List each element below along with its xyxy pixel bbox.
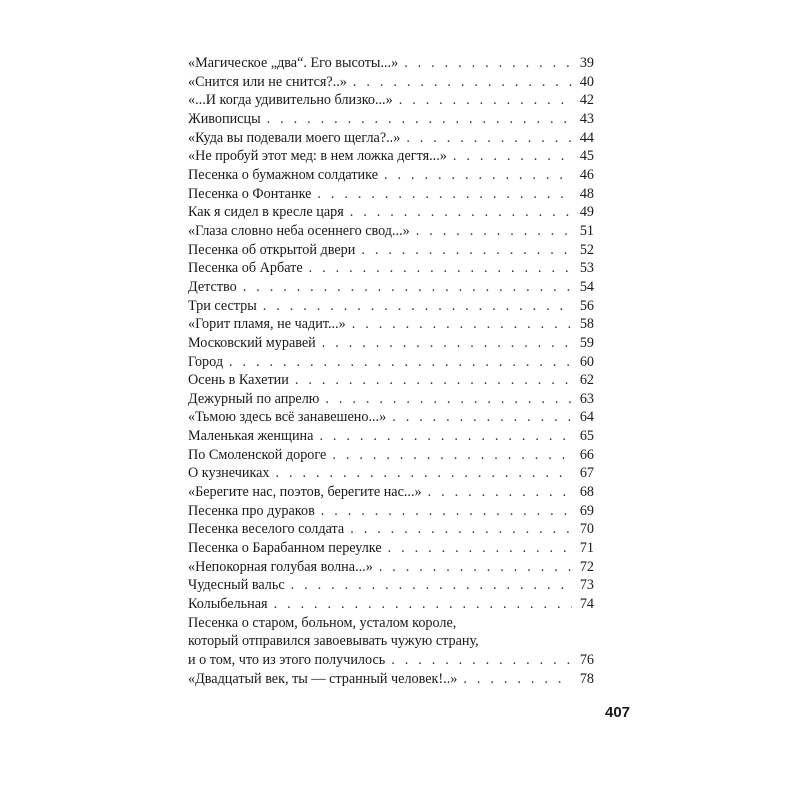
toc-entry-title: Три сестры — [188, 297, 257, 314]
toc-entry-title: Осень в Кахетии — [188, 372, 289, 389]
toc-entry-page: 43 — [579, 110, 594, 127]
toc-leader-dots — [353, 73, 572, 92]
toc-entry-page: 48 — [579, 185, 594, 202]
toc-entry — [188, 595, 594, 614]
toc-entry-title: «Тьмою здесь всё занавешено...» — [188, 409, 387, 426]
toc-entry-title: «Берегите нас, поэтов, берегите нас...» — [188, 484, 422, 501]
toc-entry-page: 70 — [579, 521, 594, 538]
toc-entry-page: 45 — [579, 148, 594, 165]
toc-leader-dots — [276, 464, 572, 483]
toc-leader-dots — [267, 110, 572, 129]
toc-entry-title: Песенка об Арбате — [188, 260, 303, 277]
toc-leader-dots — [309, 259, 572, 278]
toc-entry — [188, 539, 594, 558]
toc-entry — [188, 371, 594, 390]
toc-entry-page: 53 — [579, 260, 594, 277]
toc-entry-title: Песенка о Барабанном переулке — [188, 540, 382, 557]
toc-leader-dots — [274, 595, 572, 614]
toc-entry — [188, 408, 594, 427]
toc-entry — [188, 297, 594, 316]
toc-entry-title: «Снится или не снится?..» — [188, 73, 347, 90]
toc-entry — [188, 185, 594, 204]
toc-entry — [188, 390, 594, 409]
toc-entry-title: По Смоленской дороге — [188, 446, 327, 463]
toc-entry-page: 72 — [579, 558, 594, 575]
toc-leader-dots — [319, 427, 572, 446]
toc-entry-title: Песенка про дураков — [188, 502, 315, 519]
toc-entry — [188, 670, 594, 689]
toc-entry — [188, 353, 594, 372]
toc-entry-title-line-2: который отправился завоевывать чужую страну, — [188, 633, 479, 650]
toc-entry — [188, 73, 594, 92]
toc-leader-dots — [295, 371, 572, 390]
toc-entry-long — [188, 614, 594, 670]
toc-leader-dots — [391, 651, 572, 670]
toc-entry-title: «Горит пламя, не чадит...» — [188, 316, 346, 333]
toc-entry-page: 39 — [579, 55, 594, 71]
toc-entry — [188, 241, 594, 260]
toc-entry-title: Песенка о бумажном солдатике — [188, 166, 378, 183]
toc-entry-title: Чудесный вальс — [188, 577, 285, 594]
toc-entry — [188, 110, 594, 129]
toc-entry-title: Детство — [188, 278, 237, 295]
toc-leader-dots — [350, 203, 572, 222]
toc-entry — [188, 427, 594, 446]
toc-entry-page: 69 — [579, 502, 594, 519]
toc-entry-title: Песенка о Фонтанке — [188, 185, 312, 202]
toc-entry — [188, 502, 594, 521]
toc-entry-title: «Магическое „два“. Его высоты...» — [188, 55, 399, 71]
toc-entry-page: 74 — [579, 596, 594, 613]
toc-entry — [188, 446, 594, 465]
toc-entry — [188, 54, 594, 73]
toc-entry — [188, 334, 594, 353]
toc-entry — [188, 464, 594, 483]
toc-entry-page: 51 — [579, 222, 594, 239]
toc-entry-page: 65 — [579, 428, 594, 445]
toc-leader-dots — [388, 539, 572, 558]
toc-entry — [188, 222, 594, 241]
toc-entry-title: Дежурный по апрелю — [188, 390, 320, 407]
toc-entry-title-line-3: и о том, что из этого получилось — [188, 652, 386, 668]
toc-entry-title: «Куда вы подевали моего щегла?..» — [188, 129, 401, 146]
toc-leader-dots — [428, 483, 572, 502]
toc-entry-title: Колыбельная — [188, 596, 268, 613]
toc-entry-page: 68 — [579, 484, 594, 501]
toc-leader-dots — [263, 297, 572, 316]
toc-entry-title: Город — [188, 353, 224, 370]
toc-leader-dots — [399, 91, 572, 110]
toc-leader-dots — [317, 185, 572, 204]
toc-leader-dots — [332, 446, 572, 465]
toc-entry — [188, 147, 594, 166]
toc-leader-dots — [325, 390, 572, 409]
toc-entry-page: 52 — [579, 241, 594, 258]
toc-entry — [188, 91, 594, 110]
toc-entry-page: 76 — [579, 652, 594, 668]
toc-entry-page: 71 — [579, 540, 594, 557]
toc-entry-title: «Глаза словно неба осеннего свод...» — [188, 222, 410, 239]
toc-entry — [188, 520, 594, 539]
toc-entry-title: Песенка веселого солдата — [188, 521, 345, 538]
toc-entry-title: Московский муравей — [188, 334, 316, 351]
toc-entry — [188, 129, 594, 148]
toc-entry-title: Живописцы — [188, 110, 261, 127]
toc-entry-last-line — [188, 651, 594, 670]
toc-entry-page: 62 — [579, 372, 594, 389]
toc-entry-title: Маленькая женщина — [188, 428, 314, 445]
toc-entry-page: 40 — [579, 73, 594, 90]
toc-entry-title: О кузнечиках — [188, 465, 270, 482]
toc-entry-page: 54 — [579, 278, 594, 295]
toc-entry-title: Песенка об открытой двери — [188, 241, 356, 258]
page-number: 407 — [605, 704, 631, 721]
toc-leader-dots — [243, 278, 572, 297]
toc-entry — [188, 166, 594, 185]
toc-entry — [188, 203, 594, 222]
toc-leader-dots — [350, 520, 572, 539]
table-of-contents — [188, 54, 594, 688]
toc-leader-dots — [361, 241, 572, 260]
toc-entry-title: «Не пробуй этот мед: в нем ложка дегтя...» — [188, 148, 447, 165]
toc-entry-page: 58 — [579, 316, 594, 333]
toc-entry — [188, 483, 594, 502]
toc-entry-page: 59 — [579, 334, 594, 351]
toc-entry — [188, 259, 594, 278]
toc-entry-title: «Двадцатый век, ты — странный человек!..» — [188, 670, 458, 687]
toc-leader-dots — [321, 502, 572, 521]
toc-entry-page: 49 — [579, 204, 594, 221]
toc-leader-dots — [322, 334, 572, 353]
toc-entry — [188, 278, 594, 297]
toc-entry-page: 46 — [579, 166, 594, 183]
toc-entry-title: «Непокорная голубая волна...» — [188, 558, 373, 575]
toc-entry-title: «...И когда удивительно близко...» — [188, 92, 393, 109]
toc-leader-dots — [404, 54, 572, 73]
toc-entry — [188, 558, 594, 577]
toc-leader-dots — [463, 670, 572, 689]
toc-entry — [188, 576, 594, 595]
toc-entry-page: 64 — [579, 409, 594, 426]
toc-leader-dots — [291, 576, 572, 595]
toc-entry-page: 66 — [579, 446, 594, 463]
toc-entry-title-line-1: Песенка о старом, больном, усталом короле, — [188, 614, 457, 631]
toc-entry-page: 60 — [579, 353, 594, 370]
toc-entry — [188, 315, 594, 334]
toc-entry-page: 42 — [579, 92, 594, 109]
toc-entry-page: 63 — [579, 390, 594, 407]
toc-leader-dots — [229, 353, 572, 372]
toc-entry-page: 78 — [579, 670, 594, 687]
toc-entry-page: 44 — [579, 129, 594, 146]
toc-leader-dots — [379, 558, 572, 577]
toc-leader-dots — [384, 166, 572, 185]
toc-entry-page: 67 — [579, 465, 594, 482]
toc-leader-dots — [392, 408, 572, 427]
toc-entry-page: 56 — [579, 297, 594, 314]
toc-entry-page: 73 — [579, 577, 594, 594]
toc-leader-dots — [453, 147, 572, 166]
toc-entry-title: Как я сидел в кресле царя — [188, 204, 344, 221]
toc-leader-dots — [352, 315, 572, 334]
toc-leader-dots — [406, 129, 572, 148]
toc-leader-dots — [416, 222, 572, 241]
